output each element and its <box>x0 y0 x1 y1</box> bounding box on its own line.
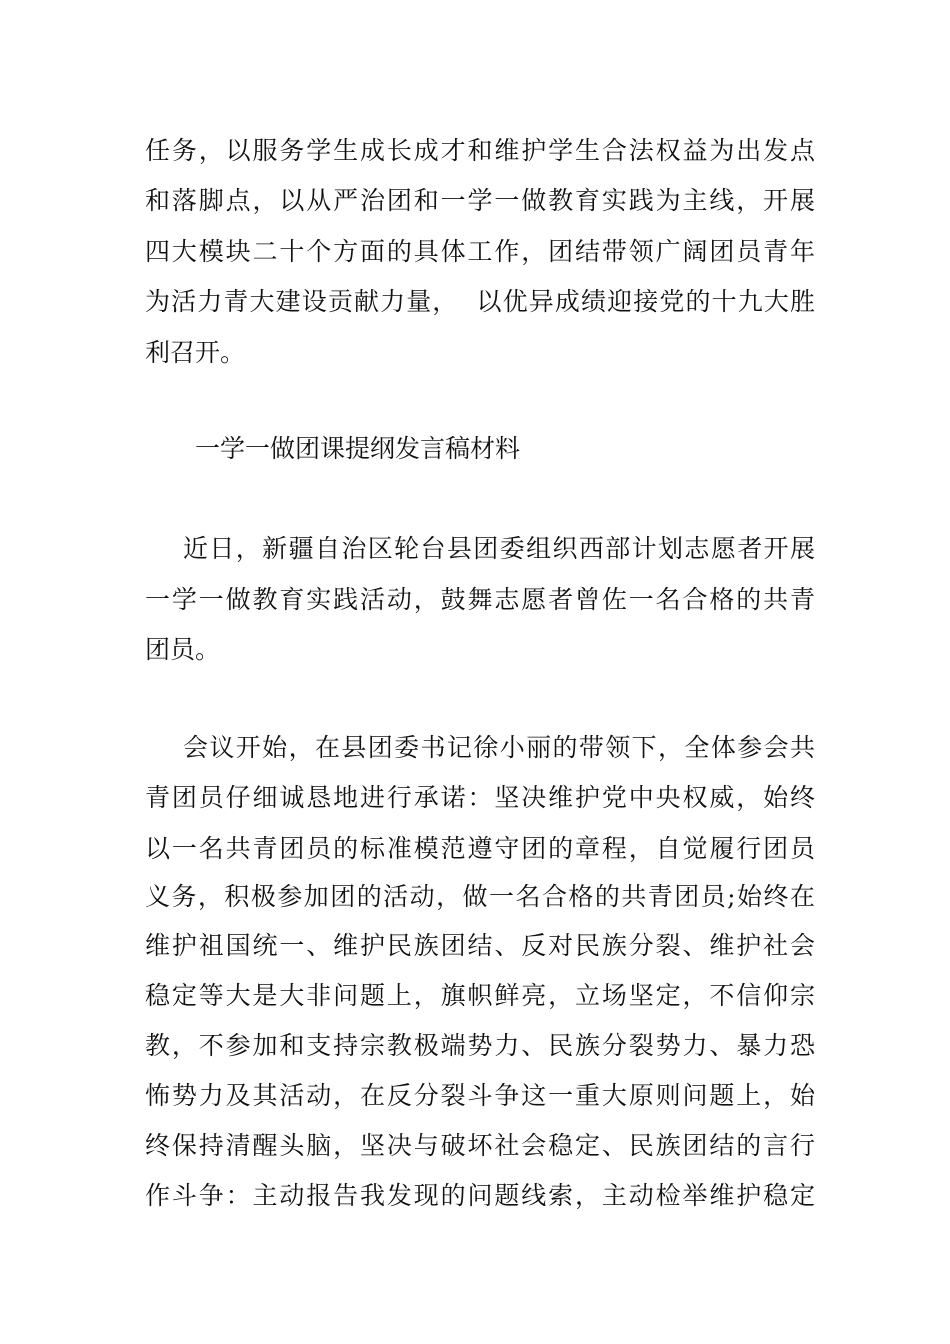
paragraph-line: 四大模块二十个方面的具体工作，团结带领广阔团员青年 <box>145 237 815 266</box>
paragraph-line: 和落脚点，以从严治团和一学一做教育实践为主线，开展 <box>145 186 815 215</box>
paragraph-line: 利召开。 <box>145 338 246 367</box>
paragraph-line: 终保持清醒头脑，坚决与破坏社会稳定、民族团结的言行 <box>145 1131 815 1160</box>
paragraph-line: 维护祖国统一、维护民族团结、反对民族分裂、维护社会 <box>145 931 815 960</box>
paragraph-line: 作斗争：主动报告我发现的问题线索，主动检举维护稳定 <box>145 1181 815 1210</box>
paragraph-line: 义务，积极参加团的活动，做一名合格的共青团员;始终在 <box>145 882 815 911</box>
paragraph-line: 任务，以服务学生成长成才和维护学生合法权益为出发点 <box>145 136 815 165</box>
paragraph-line: 团员。 <box>145 635 221 664</box>
paragraph-line: 近日，新疆自治区轮台县团委组织西部计划志愿者开展 <box>183 534 815 563</box>
paragraph-line: 教，不参加和支持宗教极端势力、民族分裂势力、暴力恐 <box>145 1031 815 1060</box>
paragraph-line: 青团员仔细诚恳地进行承诺：坚决维护党中央权威，始终 <box>145 783 815 812</box>
paragraph-line: 会议开始，在县团委书记徐小丽的带领下，全体参会共 <box>183 733 815 762</box>
paragraph-line: 怖势力及其活动，在反分裂斗争这一重大原则问题上，始 <box>145 1081 815 1110</box>
paragraph-line: 以一名共青团员的标准模范遵守团的章程，自觉履行团员 <box>145 834 815 863</box>
paragraph-line: 稳定等大是大非问题上，旗帜鲜亮，立场坚定，不信仰宗 <box>145 981 815 1010</box>
paragraph-line: 一学一做教育实践活动，鼓舞志愿者曾佐一名合格的共青 <box>145 585 815 614</box>
section-heading: 一学一做团课提纲发言稿材料 <box>195 434 521 463</box>
paragraph-line: 为活力青大建设贡献力量， 以优异成绩迎接党的十九大胜 <box>145 287 815 316</box>
